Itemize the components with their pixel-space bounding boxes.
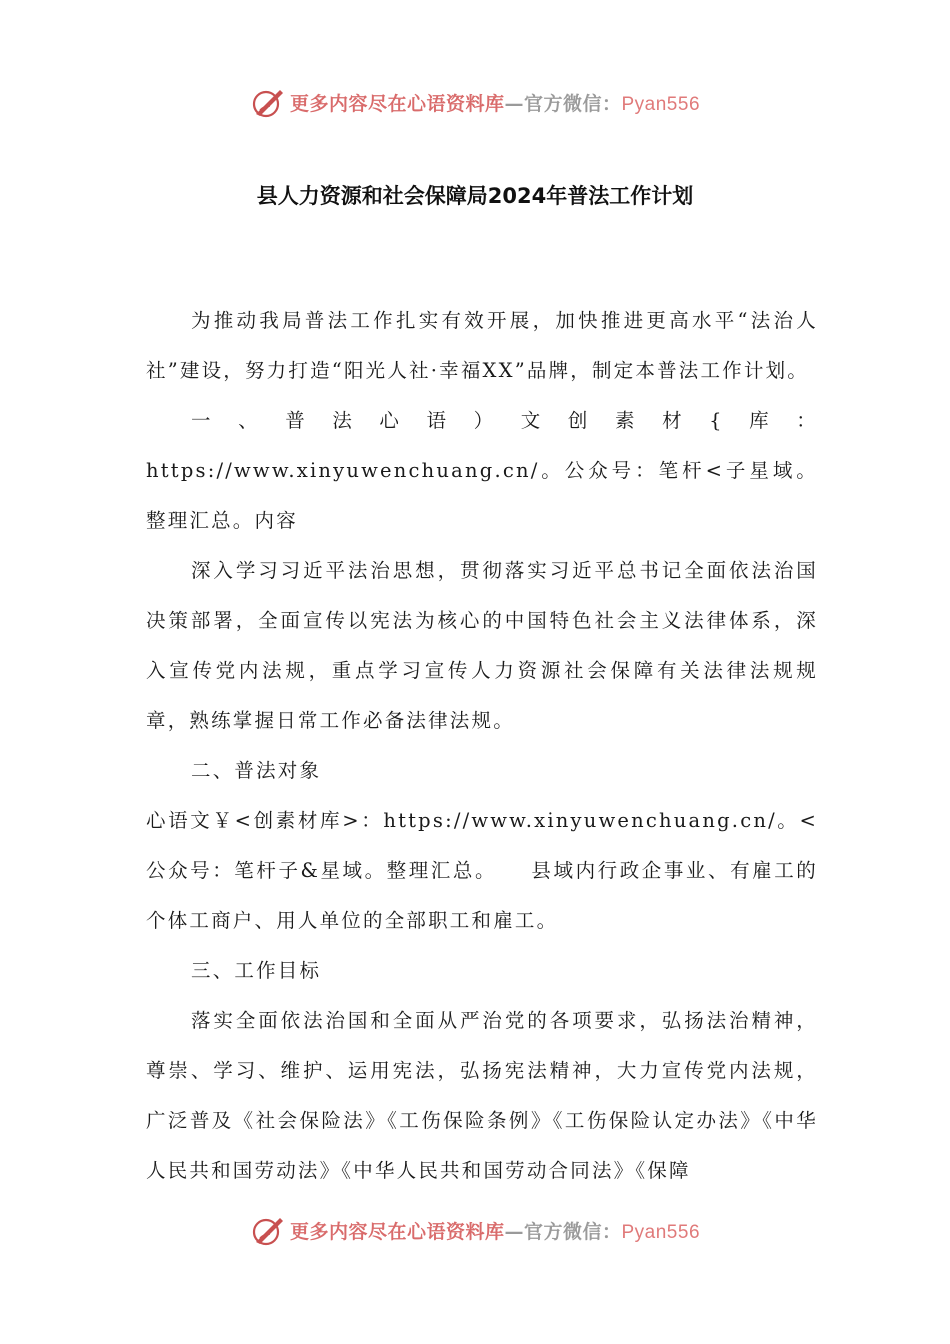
- section-heading-audience: 二、普法对象: [191, 759, 322, 782]
- watermark-brand: 更多内容尽在心语资料库: [289, 92, 505, 115]
- watermark-dash: —: [504, 92, 524, 115]
- paragraph-audience: 心语文￥<创素材库>：https://www.xinyuwenchuang.cn/。<公众号：笔杆子&星域。整理汇总。 县域内行政企事业、有雇工的个体工商户、用人单位的全部职工和雇工。: [146, 809, 818, 932]
- quill-pen-icon: [250, 1212, 286, 1248]
- watermark-sub: 官方微信：: [523, 1220, 622, 1243]
- section-heading-content: 一、普法心语）文创素材{库：https://www.xinyuwenchuang.cn/。公众号：笔杆<子星域。整理汇总。内容: [146, 409, 818, 532]
- footer-watermark: [0, 1210, 950, 1250]
- document-title: 县人力资源和社会保障局2024年普法工作计划: [256, 184, 694, 208]
- section-heading-goals: 三、工作目标: [191, 959, 322, 982]
- watermark-dash: —: [504, 1220, 524, 1243]
- watermark-brand: 更多内容尽在心语资料库: [289, 1220, 505, 1243]
- watermark-sub: 官方微信：: [523, 92, 622, 115]
- paragraph-content: 深入学习习近平法治思想，贯彻落实习近平总书记全面依法治国决策部署，全面宣传以宪法为核心的中国特色社会主义法律体系，深入宣传党内法规，重点学习宣传人力资源社会保障有关法律法规规章，熟练掌握日常工作必备法律法规。: [146, 559, 818, 732]
- document-body: [146, 296, 818, 1196]
- watermark-account: Pyan556: [621, 93, 701, 115]
- paragraph-goals: 落实全面依法治国和全面从严治党的各项要求，弘扬法治精神，尊崇、学习、维护、运用宪法，弘扬宪法精神，大力宣传党内法规，广泛普及《社会保险法》《工伤保险条例》《工伤保险认定办法》《中华人民共和国劳动法》《中华人民共和国劳动合同法》《保障: [146, 1009, 818, 1182]
- watermark-text: [290, 1217, 700, 1244]
- watermark-text: [290, 89, 700, 116]
- header-watermark: [0, 82, 950, 122]
- watermark-account: Pyan556: [621, 1221, 701, 1243]
- paragraph-intro: 为推动我局普法工作扎实有效开展，加快推进更高水平“法治人社”建设，努力打造“阳光人社·幸福XX”品牌，制定本普法工作计划。: [146, 309, 818, 382]
- quill-pen-icon: [250, 84, 286, 120]
